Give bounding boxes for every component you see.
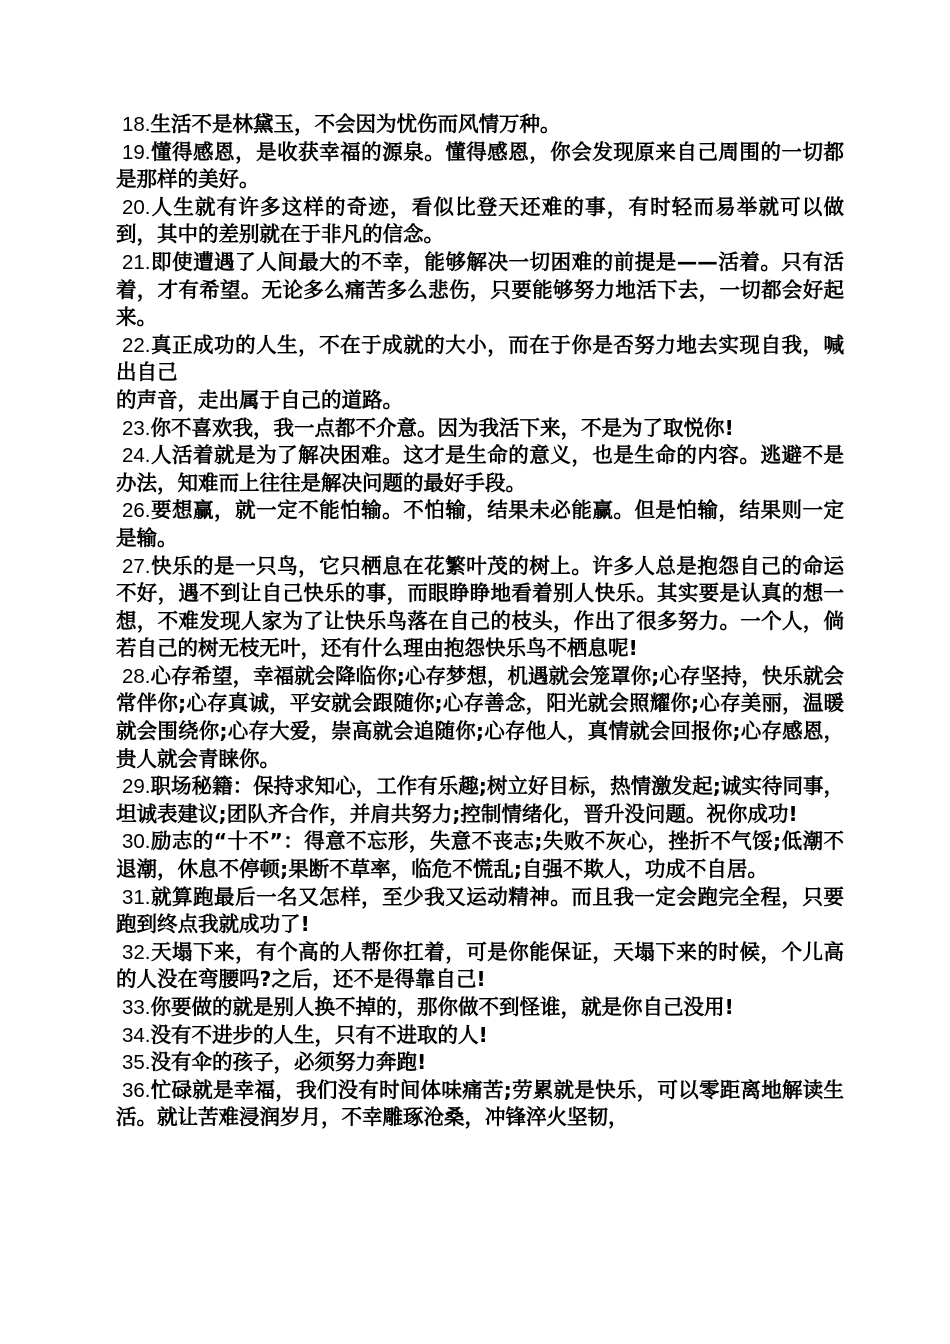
paragraph-31 (116, 884, 844, 939)
paragraph-number: 22. (122, 333, 151, 357)
paragraph-text: 你不喜欢我，我一点都不介意。因为我活下来，不是为了取悦你! (150, 415, 734, 440)
paragraph-number: 20. (122, 195, 151, 219)
paragraph-number: 23. (122, 416, 151, 440)
paragraph-number: 24. (122, 444, 151, 468)
paragraph-text: 即使遭遇了人间最大的不幸，能够解决一切困难的前提是——活着。只有活着，才有希望。无论多么痛苦多么悲伤，只要能够努力地活下去，一切都会好起来。 (116, 249, 844, 330)
paragraph-32 (116, 939, 844, 994)
paragraph-36 (116, 1077, 844, 1132)
paragraph-22 (116, 332, 844, 415)
paragraph-number: 36. (122, 1078, 151, 1102)
paragraph-23 (116, 415, 844, 443)
paragraph-number: 30. (122, 830, 151, 854)
paragraph-text: 励志的“十不”：得意不忘形，失意不丧志;失败不灰心，挫折不气馁;低潮不退潮，休息不停顿;果断不草率，临危不慌乱;自强不欺人，功成不自居。 (116, 829, 844, 882)
paragraph-text: 职场秘籍：保持求知心，工作有乐趣;树立好目标，热情激发起;诚实待同事，坦诚表建议;团队齐合作，并肩共努力;控制情绪化，晋升没问题。祝你成功! (116, 774, 844, 826)
paragraph-26 (116, 497, 844, 552)
paragraph-text: 天塌下来，有个高的人帮你扛着，可是你能保证，天塌下来的时候，个儿高的人没在弯腰吗?之后，还不是得靠自己! (116, 939, 844, 992)
paragraph-text: 没有不进步的人生，只有不进取的人! (150, 1022, 488, 1047)
paragraph-19 (116, 139, 844, 194)
paragraph-number: 26. (122, 499, 151, 523)
paragraph-21 (116, 249, 844, 332)
paragraph-number: 27. (122, 554, 151, 578)
paragraph-text: 忙碌就是幸福，我们没有时间体味痛苦;劳累就是快乐，可以零距离地解读生活。就让苦难浸润岁月，不幸雕琢沧桑，冲锋淬火坚韧， (116, 1077, 844, 1130)
paragraph-number: 33. (122, 996, 151, 1019)
paragraph-text: 快乐的是一只鸟，它只栖息在花繁叶茂的树上。许多人总是抱怨自己的命运不好，遇不到让自己快乐的事，而眼睁睁地看着别人快乐。其实要是认真的想一想，不难发现人家为了让快乐鸟落在自己的枝头，作出了很多努力。一个人，倘若自己的树无枝无叶，还有什么理由抱怨快乐鸟不栖息呢! (116, 553, 844, 661)
document-page (116, 111, 844, 1132)
paragraph-text: 心存希望，幸福就会降临你;心存梦想，机遇就会笼罩你;心存坚持，快乐就会常伴你;心存真诚，平安就会跟随你;心存善念，阳光就会照耀你;心存美丽，温暖就会围绕你;心存大爱，崇高就会追随你;心存他人，真情就会回报你;心存感恩，贵人就会青睐你。 (116, 663, 844, 771)
paragraph-number: 32. (122, 940, 151, 964)
paragraph-text: 没有伞的孩子，必须努力奔跑! (150, 1050, 427, 1075)
paragraph-20 (116, 194, 844, 249)
paragraph-number: 34. (122, 1023, 151, 1047)
paragraph-29 (116, 773, 844, 828)
paragraph-30 (116, 828, 844, 883)
paragraph-text: 真正成功的人生，不在于成就的大小，而在于你是否努力地去实现自我，喊出自己 (116, 332, 844, 385)
paragraph-number: 19. (122, 140, 151, 164)
paragraph-text: 人生就有许多这样的奇迹，看似比登天还难的事，有时轻而易举就可以做到，其中的差别就在于非凡的信念。 (116, 194, 844, 247)
paragraph-34 (116, 1022, 844, 1050)
paragraph-text: 生活不是林黛玉，不会因为忧伤而风情万种。 (150, 112, 561, 136)
paragraph-text: 人活着就是为了解决困难。这才是生命的意义，也是生命的内容。逃避不是办法，知难而上往往是解决问题的最好手段。 (116, 443, 844, 495)
paragraph-35 (116, 1049, 844, 1077)
paragraph-continuation: 的声音，走出属于自己的道路。 (116, 387, 403, 412)
paragraph-number: 29. (122, 775, 151, 799)
paragraph-text: 就算跑最后一名又怎样，至少我又运动精神。而且我一定会跑完全程，只要跑到终点我就成功了! (116, 884, 844, 937)
paragraph-number: 28. (122, 664, 151, 688)
paragraph-number: 21. (122, 250, 151, 274)
paragraph-text: 懂得感恩，是收获幸福的源泉。懂得感恩，你会发现原来自己周围的一切都是那样的美好。 (116, 139, 844, 192)
paragraph-28 (116, 663, 844, 773)
paragraph-text: 要想赢，就一定不能怕输。不怕输，结果未必能赢。但是怕输，结果则一定是输。 (116, 498, 844, 550)
paragraph-18 (116, 111, 844, 139)
paragraph-24 (116, 442, 844, 497)
paragraph-33 (116, 994, 844, 1022)
paragraph-text: 你要做的就是别人换不掉的，那你做不到怪谁，就是你自己没用! (150, 995, 734, 1019)
paragraph-27 (116, 553, 844, 663)
paragraph-number: 35. (122, 1051, 151, 1075)
paragraph-number: 31. (122, 885, 151, 909)
paragraph-number: 18. (122, 113, 151, 136)
